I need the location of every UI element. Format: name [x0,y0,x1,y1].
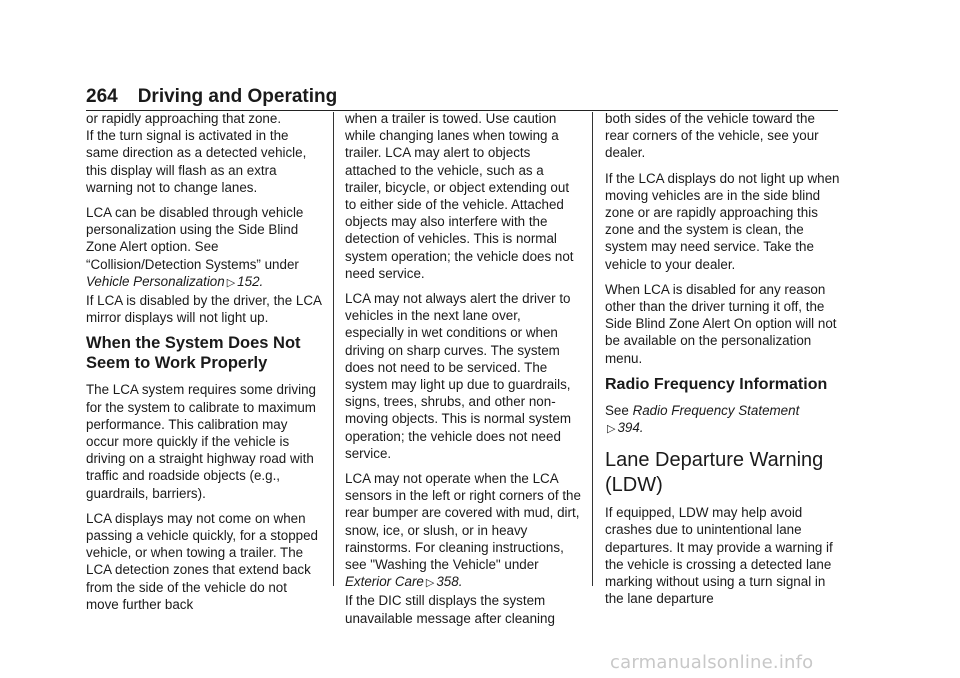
cross-reference-link[interactable]: Radio Frequency Statement [632,402,800,418]
subsection-heading: When the System Does Not Seem to Work Properly [86,334,301,372]
paragraph: When LCA is disabled for any reason other than the driver turning it off, the Side Blind Zone Alert On option will not be available on the personalization menu. [605,281,837,366]
paragraph [86,204,322,292]
column-1 [86,110,322,621]
column-divider-2 [592,112,593,586]
section-heading: Lane Departure Warning (LDW) [605,449,824,497]
page-reference[interactable]: 358. [436,574,463,590]
text-run: LCA may not operate when the LCA sensors in the left or right corners of the rear bumper are covered with mud, dirt, snow, ice, or slush, or in heavy rainstorms. For cleaning instructions, see "Washing the Vehicle" under [345,471,581,573]
paragraph: If the DIC still displays the system unavailable message after cleaning [345,593,555,626]
page-header [86,82,838,111]
paragraph: when a trailer is towed. Use caution while changing lanes when towing a trailer. LCA may alert to objects attached to the vehicle, such as a trailer, bicycle, or object extending out to either side of the vehicle. Attached objects may also interfere with the detection of vehicles. This is normal system operation; the vehicle does not need service. [345,111,574,281]
column-divider-1 [333,112,334,586]
cross-reference-link[interactable]: Vehicle Personalization [86,273,225,289]
page-reference[interactable]: 152. [237,273,264,289]
column-3 [605,110,841,615]
page-reference[interactable]: 394. [617,420,644,436]
text-run: LCA can be disabled through vehicle personalization using the Side Blind Zone Alert option. See “Collision/Detection Systems” under [86,205,304,272]
column-2 [345,110,581,635]
text-run: See [605,402,629,418]
paragraph: or rapidly approaching that zone. [86,111,282,126]
page-reference-icon: ▷ [226,276,236,289]
subsection-heading: Radio Frequency Information [605,375,828,393]
paragraph: LCA may not always alert the driver to vehicles in the next lane over, especially in wet conditions or when driving on sharp curves. The system does not need to be serviced. The system may light up due to guardrails, signs, trees, shrubs, and other non-moving objects. This is normal system operation; the vehicle does not need service. [345,291,571,461]
paragraph: both sides of the vehicle toward the rear corners of the vehicle, see your dealer. [605,111,819,161]
paragraph: The LCA system requires some driving for the system to calibrate to maximum performance. This calibration may occur more quickly if the vehicle is driving on a straight highway road with traffic and roadside objects (e.g., guardrails, barriers). [86,382,316,501]
page-reference-icon: ▷ [607,423,616,436]
paragraph: If the LCA displays do not light up when moving vehicles are in the side blind zone or are rapidly approaching this zone and the system is clean, the system may need service. Take the vehicle to your dealer. [605,170,840,272]
paragraph [605,402,841,438]
paragraph: If LCA is disabled by the driver, the LCA mirror displays will not light up. [86,293,322,326]
paragraph [345,470,581,592]
paragraph: LCA displays may not come on when passing a vehicle quickly, for a stopped vehicle, or when towing a trailer. The LCA detection zones that extend back from the side of the vehicle do not move further back [86,510,318,612]
paragraph: If the turn signal is activated in the same direction as a detected vehicle, this display will flash as an extra warning not to change lanes. [86,128,307,195]
section-title: Driving and Operating [137,86,338,107]
page-number: 264 [86,86,118,107]
cross-reference-link[interactable]: Exterior Care [345,574,424,590]
paragraph: If equipped, LDW may help avoid crashes due to unintentional lane departures. It may provide a warning if the vehicle is crossing a detected lane marking without using a turn signal in the lane departure [605,505,833,607]
watermark: carmanualsonline.info [610,652,814,673]
page-reference-icon: ▷ [425,577,435,590]
